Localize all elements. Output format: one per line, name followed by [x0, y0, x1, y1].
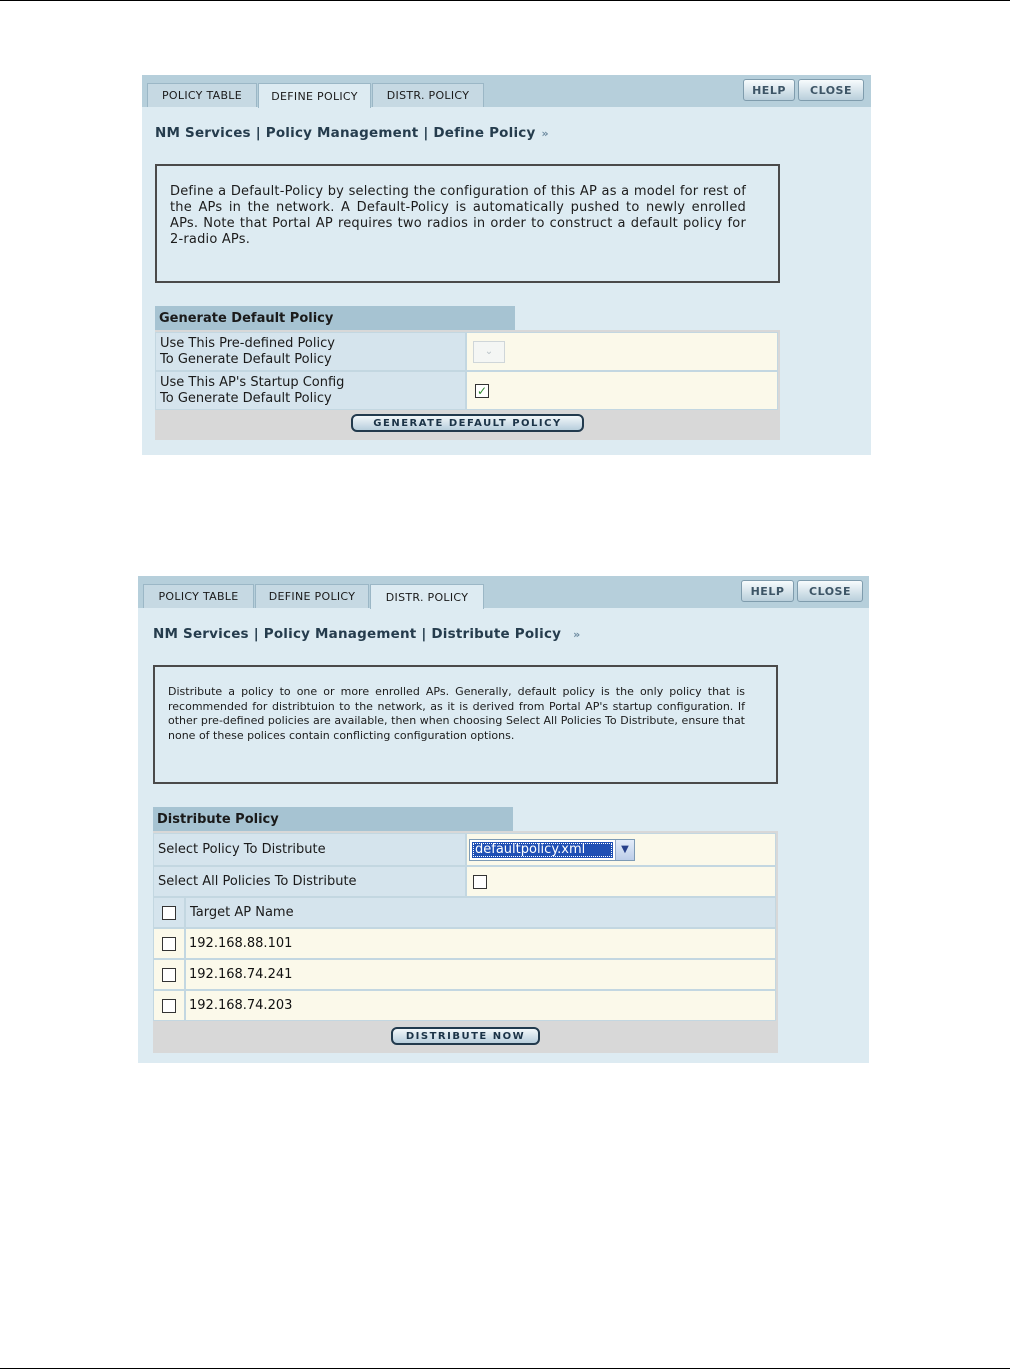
close-button[interactable]: CLOSE	[797, 580, 863, 602]
generate-default-policy-button[interactable]: GENERATE DEFAULT POLICY	[351, 414, 584, 432]
description-text: Define a Default-Policy by selecting the configuration of this AP as a model for rest of the APs in the network. A Default-Policy is automatically pushed to newly enrolled APs. Note that Portal AP requires two radios in order to construct a default policy for 2-radio APs.	[170, 184, 746, 247]
policy-select[interactable]	[469, 839, 635, 861]
table-row	[153, 959, 776, 990]
form-label-line: Use This Pre-defined Policy	[160, 335, 335, 351]
target-header-checkbox-cell	[153, 897, 185, 928]
select-all-policies-checkbox[interactable]	[473, 875, 487, 889]
predefined-policy-select	[473, 341, 505, 363]
tab-policy-table[interactable]: POLICY TABLE	[147, 83, 257, 107]
startup-config-checkbox[interactable]: ✓	[476, 383, 488, 398]
breadcrumb-arrow-icon: »	[573, 628, 581, 641]
bottom-rule	[0, 1368, 1010, 1369]
target-ap-name: 192.168.74.203	[185, 990, 776, 1021]
distribute-now-button[interactable]: DISTRIBUTE NOW	[391, 1027, 540, 1045]
tab-define-policy[interactable]: DEFINE POLICY	[255, 584, 369, 608]
define-policy-panel	[142, 75, 871, 455]
form-row-startup-config	[155, 371, 778, 410]
form-value	[466, 833, 776, 866]
help-button[interactable]: HELP	[741, 580, 794, 602]
tab-distr-policy[interactable]: DISTR. POLICY	[370, 584, 484, 609]
chevron-down-icon: ⌄	[484, 346, 494, 357]
form-label: Select All Policies To Distribute	[153, 866, 466, 897]
section-header: Distribute Policy	[153, 807, 513, 831]
chevron-down-icon: ▼	[615, 840, 634, 860]
target-ap-name: 192.168.88.101	[185, 928, 776, 959]
form-value	[466, 371, 778, 410]
breadcrumb	[155, 125, 549, 141]
policy-select-value: defaultpolicy.xml	[472, 842, 613, 858]
distribute-policy-panel	[138, 576, 869, 1063]
description-box	[153, 665, 778, 784]
form-label-line: To Generate Default Policy	[160, 390, 332, 406]
table-row	[153, 928, 776, 959]
form-label: Select Policy To Distribute	[153, 833, 466, 866]
help-button[interactable]: HELP	[743, 79, 795, 101]
form-value	[466, 866, 776, 897]
table-row	[153, 990, 776, 1021]
close-button[interactable]: CLOSE	[798, 79, 864, 101]
form-label-line: Use This AP's Startup Config	[160, 374, 345, 390]
form-row-select-policy	[153, 833, 776, 866]
tab-policy-table[interactable]: POLICY TABLE	[143, 584, 254, 608]
target-checkbox[interactable]	[162, 968, 176, 982]
target-checkbox[interactable]	[162, 999, 176, 1013]
target-checkbox[interactable]	[162, 937, 176, 951]
form-label-line: To Generate Default Policy	[160, 351, 332, 367]
breadcrumb-arrow-icon: »	[541, 127, 549, 140]
description-text: Distribute a policy to one or more enrolled APs. Generally, default policy is the only policy that is recommended for distribtuion to the network, as it is derived from Portal AP's startup configuration. If other pre-defined policies are available, then when choosing Select All Policies To Distribute, ensure that none of these polices contain conflicting configuration options.	[168, 685, 745, 742]
target-header-row	[153, 897, 776, 928]
tab-define-policy[interactable]: DEFINE POLICY	[258, 83, 371, 108]
form-row-predefined	[155, 332, 778, 371]
form-value	[466, 332, 778, 371]
section-header: Generate Default Policy	[155, 306, 515, 330]
row-checkbox-cell	[153, 959, 185, 990]
tab-bar	[142, 75, 871, 107]
target-ap-name: 192.168.74.241	[185, 959, 776, 990]
breadcrumb-text: NM Services | Policy Management | Define Policy	[155, 125, 536, 141]
tab-distr-policy[interactable]: DISTR. POLICY	[372, 83, 484, 107]
distribute-policy-form	[153, 831, 778, 1053]
generate-policy-form	[155, 330, 780, 440]
row-checkbox-cell	[153, 928, 185, 959]
form-label	[155, 371, 466, 410]
description-box	[155, 164, 780, 283]
select-all-targets-checkbox[interactable]	[162, 906, 176, 920]
top-rule	[0, 0, 1010, 1]
breadcrumb-text: NM Services | Policy Management | Distribute Policy	[153, 626, 562, 642]
tab-bar	[138, 576, 869, 608]
form-row-select-all	[153, 866, 776, 897]
row-checkbox-cell	[153, 990, 185, 1021]
target-header-label: Target AP Name	[185, 897, 776, 928]
form-label	[155, 332, 466, 371]
breadcrumb	[153, 626, 580, 642]
